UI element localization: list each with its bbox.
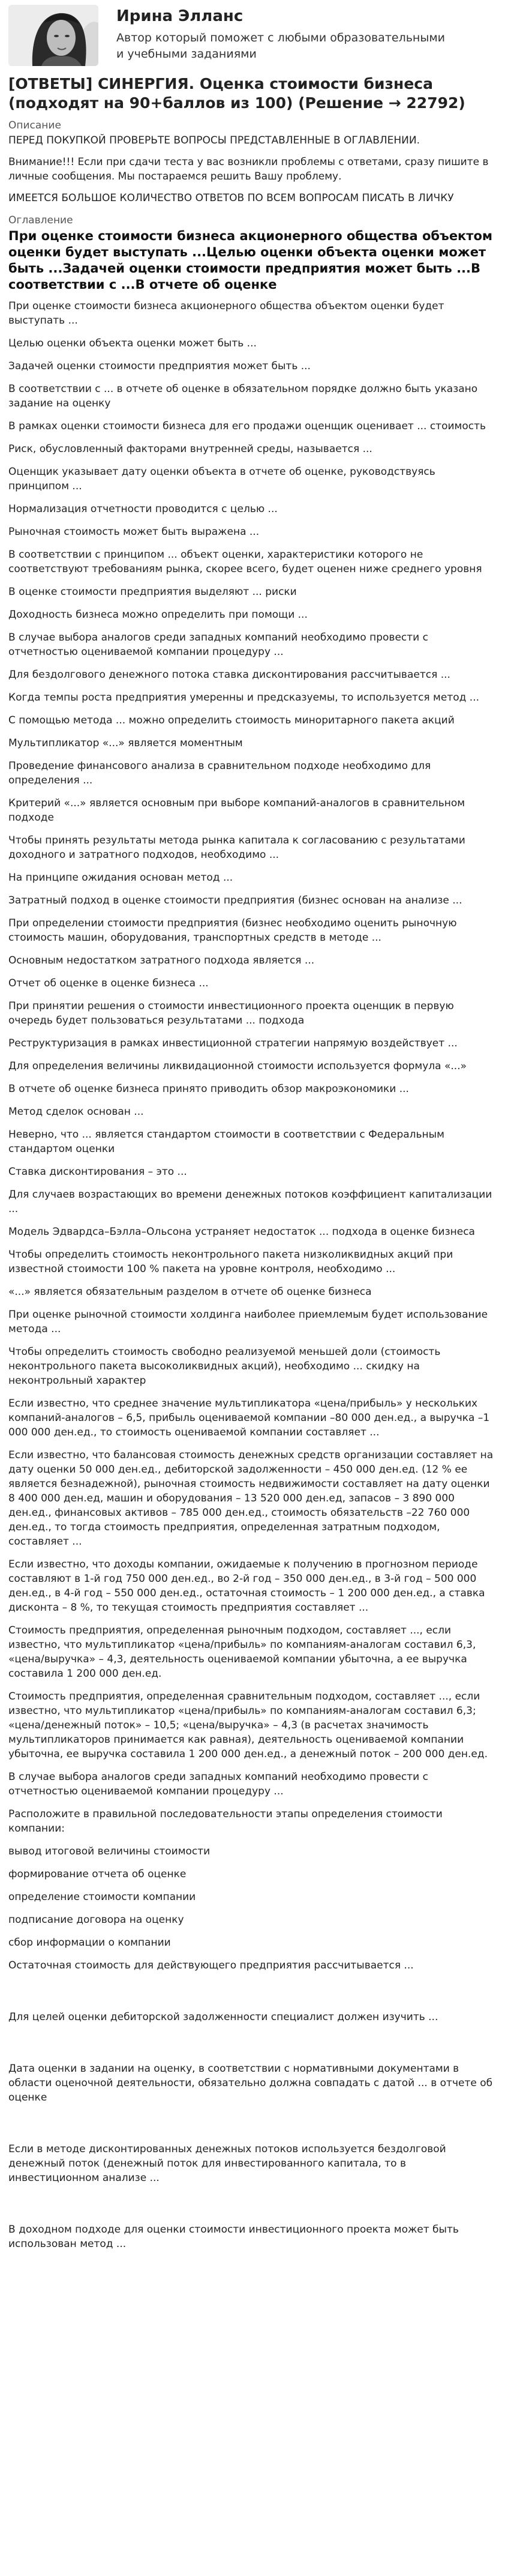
toc-item: Целью оценки объекта оценки может быть ... (8, 337, 257, 349)
toc-item: Для определения величины ликвидационной стоимости используется формула «...» (8, 1060, 467, 1072)
toc-item: Затратный подход в оценке стоимости предприятия (бизнес основан на анализе ... (8, 894, 462, 906)
toc-item: При оценке стоимости бизнеса акционерного общества объектом оценки будет выступать ... (8, 300, 444, 327)
toc-item: Остаточная стоимость для действующего предприятия рассчитывается ... (8, 1959, 414, 1971)
toc-item: Чтобы принять результаты метода рынка капитала к согласованию с результатами доходного и затратного подходов, необходимо ... (8, 834, 465, 861)
toc-item: Нормализация отчетности проводится с целью ... (8, 503, 278, 515)
toc-item: формирование отчета об оценке (8, 1868, 187, 1880)
toc-item: Если известно, что балансовая стоимость денежных средств организации составляет на дату оценки 50 000 ден.ед., дебиторской задолженности – 450 000 ден.ед. (12 % ее является безнадежной), рыночная стоимость недвижимости составляет на дату оценки 8 400 000 ден.ед, машин и оборудования – 13 520 000 ден.ед, запасов – 3 890 000 ден.ед., финансовых активов – 785 000 ден.ед., стоимость обязательств –22 760 000 ден.ед., то тогда стоимость предприятия, определенная затратным подходом, составляет ... (8, 1449, 494, 1548)
toc-item: В оценке стоимости предприятия выделяют ... риски (8, 586, 297, 598)
toc-item: Стоимость предприятия, определенная рыночным подходом, составляет ..., если известно, что мультипликатор «цена/прибыль» по компаниям-аналогам составил 6,3, «цена/выручка» – 4,3, деятельность оцениваемой компании убыточна, а ее выручка составила 1 200 000 ден.ед. (8, 1624, 476, 1680)
author-avatar[interactable] (8, 5, 98, 66)
toc-item: При оценке рыночной стоимости холдинга наиболее приемлемым будет использование метода ... (8, 1309, 488, 1335)
toc-item: Если известно, что доходы компании, ожидаемые к получению в прогнозном периоде составляют в 1-й год 750 000 ден.ед., во 2-й год – 350 000 ден.ед., в 3-й год – 500 000 ден.ед., в 4-й год – 550 000 ден.ед., остаточная стоимость – 1 200 000 ден.ед., а ставка дисконта – 8 %, то текущая стоимость предприятия составляет ... (8, 1558, 485, 1614)
toc-item: В случае выбора аналогов среди западных компаний необходимо провести с отчетностью оцениваемой компании процедуру ... (8, 632, 428, 658)
toc-item: В отчете об оценке бизнеса принято приводить обзор макроэкономики ... (8, 1083, 409, 1095)
toc-item: Расположите в правильной последовательности этапы определения стоимости компании: (8, 1808, 443, 1835)
author-description: Автор который поможет с любыми образовательными и учебными заданиями (116, 31, 446, 61)
toc-item: Чтобы определить стоимость неконтрольного пакета низколиквидных акций при известной стоимости 100 % пакета на уровне контроля, необходимо ... (8, 1249, 453, 1275)
toc-list (8, 299, 498, 2251)
author-block (8, 0, 498, 67)
toc-item: Отчет об оценке в оценке бизнеса ... (8, 977, 209, 989)
description-label: Описание (8, 119, 61, 131)
description-paragraph: ИМЕЕТСЯ БОЛЬШОЕ КОЛИЧЕСТВО ОТВЕТОВ ПО ВСЕМ ВОПРОСАМ ПИСАТЬ В ЛИЧКУ (8, 192, 454, 204)
toc-item: Стоимость предприятия, определенная сравнительным подходом, составляет ..., если известно, что мультипликатор «цена/прибыль» по компаниям-аналогам составил 6,3; «цена/денежный поток» – 10,5; «цена/выручка» – 4,3 (в расчетах значимость мультипликаторов принимается как равная), деятельность оцениваемой компании убыточна, ее выручка составила 1 200 000 ден.ед., а денежный поток – 200 000 ден.ед. (8, 1691, 488, 1760)
author-info (116, 5, 452, 62)
toc-item: В соответствии с принципом ... объект оценки, характеристики которого не соответствуют требованиям рынка, скорее всего, будет оценен ниже среднего уровня (8, 549, 482, 575)
toc-label: Оглавление (8, 214, 73, 226)
description-paragraph: ПЕРЕД ПОКУПКОЙ ПРОВЕРЬТЕ ВОПРОСЫ ПРЕДСТАВЛЕННЫЕ В ОГЛАВЛЕНИИ. (8, 134, 420, 146)
toc-item: подписание договора на оценку (8, 1914, 184, 1926)
toc-item: Задачей оценки стоимости предприятия может быть ... (8, 360, 311, 372)
toc-item: Дата оценки в задании на оценку, в соответствии с нормативными документами в области оценочной деятельности, обязательно должна совпадать с датой ... в отчете об оценке (8, 2063, 493, 2104)
toc-item: Чтобы определить стоимость свободно реализуемой меньшей доли (стоимость неконтрольного пакета высоколиквидных акций), необходимо ... скидку на неконтрольный характер (8, 1346, 441, 1387)
toc-item: Доходность бизнеса можно определить при помощи ... (8, 609, 308, 621)
toc-item: Если в методе дисконтированных денежных потоков используется бездолговой денежный поток (денежный поток для инвестированного капитала, то в инвестиционном анализе ... (8, 2143, 446, 2184)
toc-item: Ставка дисконтирования – это ... (8, 1166, 187, 1178)
toc-item: Основным недостатком затратного подхода является ... (8, 955, 315, 967)
toc-item: Для целей оценки дебиторской задолженности специалист должен изучить ... (8, 2011, 438, 2023)
toc-item: Реструктуризация в рамках инвестиционной стратегии напрямую воздействует ... (8, 1037, 458, 1049)
toc-item: В случае выбора аналогов среди западных компаний необходимо провести с отчетностью оцениваемой компании процедуру ... (8, 1771, 428, 1797)
toc-item: Проведение финансового анализа в сравнительном подходе необходимо для определения ... (8, 760, 431, 786)
toc-item: В рамках оценки стоимости бизнеса для его продажи оценщик оценивает ... стоимость (8, 420, 486, 432)
toc-item: Риск, обусловленный факторами внутренней среды, называется ... (8, 443, 372, 455)
toc-item: Модель Эдвардса–Бэлла–Ольсона устраняет недостаток ... подхода в оценке бизнеса (8, 1226, 475, 1238)
toc-item: сбор информации о компании (8, 1937, 171, 1949)
avatar-portrait-icon (8, 5, 98, 66)
toc-item: Для случаев возрастающих во времени денежных потоков коэффициент капитализации ... (8, 1189, 492, 1215)
product-title: [ОТВЕТЫ] СИНЕРГИЯ. Оценка стоимости бизнеса (подходят на 90+баллов из 100) (Решение → 22792) (8, 75, 465, 112)
toc-item: определение стоимости компании (8, 1891, 196, 1903)
toc-item: С помощью метода ... можно определить стоимость миноритарного пакета акций (8, 714, 455, 726)
author-name[interactable]: Ирина Элланс (116, 7, 244, 25)
toc-item: Рыночная стоимость может быть выражена ... (8, 526, 260, 538)
toc-item: При принятии решения о стоимости инвестиционного проекта оценщик в первую очередь будет пользоваться результатами ... подхода (8, 1000, 454, 1027)
toc-item: Оценщик указывает дату оценки объекта в отчете об оценке, руководствуясь принципом ... (8, 466, 435, 492)
description-paragraph: Внимание!!! Если при сдачи теста у вас возникли проблемы с ответами, сразу пишите в личные сообщения. Мы постараемся решить Вашу проблему. (8, 156, 489, 182)
toc-item: Критерий «...» является основным при выборе компаний-аналогов в сравнительном подходе (8, 797, 465, 824)
toc-item: В доходном подходе для оценки стоимости инвестиционного проекта может быть использован метод ... (8, 2224, 459, 2250)
toc-item: На принципе ожидания основан метод ... (8, 872, 233, 884)
toc-item: Метод сделок основан ... (8, 1106, 144, 1118)
toc-item: Неверно, что ... является стандартом стоимости в соответствии с Федеральным стандартом оценки (8, 1129, 444, 1155)
toc-heading: При оценке стоимости бизнеса акционерного общества объектом оценки будет выступать ...Целью оценки объекта оценки может быть ...Задачей оценки стоимости предприятия может быть ...В соответствии с ...В отчете об оценке (8, 229, 493, 292)
toc-item: вывод итоговой величины стоимости (8, 1845, 211, 1857)
toc-item: Мультипликатор «...» является моментным (8, 737, 243, 749)
toc-item: В соответствии с ... в отчете об оценке в обязательном порядке должно быть указано задание на оценку (8, 383, 478, 409)
toc-item: При определении стоимости предприятия (бизнес необходимо оценить рыночную стоимость машин, оборудования, транспортных средств в методе ... (8, 917, 457, 944)
toc-item: Если известно, что среднее значение мультипликатора «цена/прибыль» у нескольких компаний-аналогов – 6,5, прибыль оцениваемой компании –80 000 ден.ед., а выручка –1 000 000 ден.ед., то стоимость оцениваемой компании составляет ... (8, 1398, 490, 1438)
toc-item: «...» является обязательным разделом в отчете об оценке бизнеса (8, 1286, 372, 1298)
toc-item: Когда темпы роста предприятия умеренны и предсказуемы, то используется метод ... (8, 692, 480, 704)
toc-item: Для бездолгового денежного потока ставка дисконтирования рассчитывается ... (8, 669, 450, 681)
